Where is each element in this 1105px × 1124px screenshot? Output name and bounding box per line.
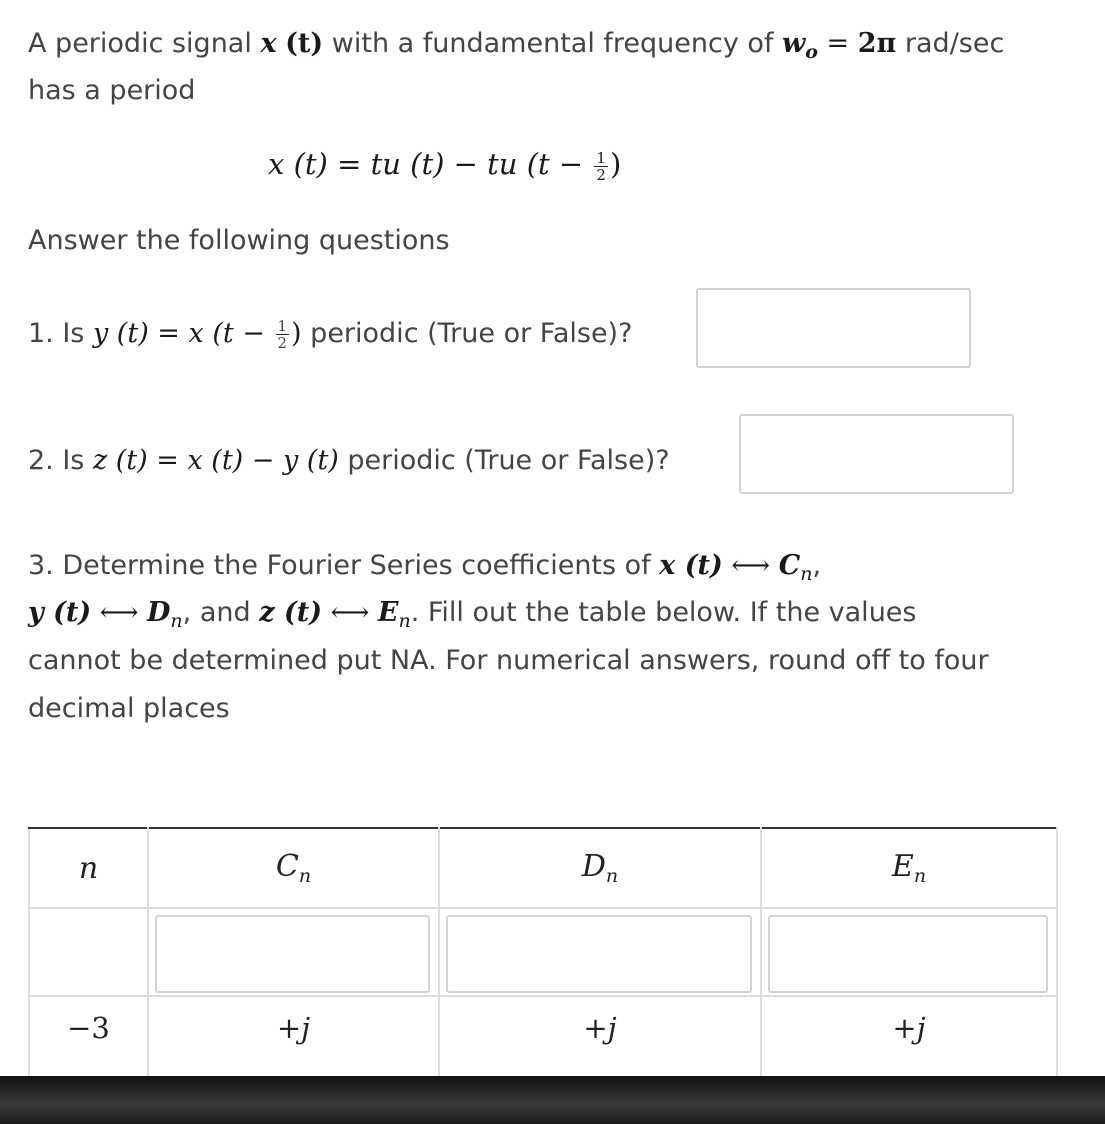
question-3-line-1: 3. Determine the Fourier Series coefficients of x (t) ⟷ $C_n$, [28, 550, 822, 585]
dn-cell [439, 908, 761, 996]
header-n: n [29, 828, 148, 908]
intro-line-2: has a period [28, 75, 196, 106]
question-3-line-2: y (t) ⟷ $D_n$, and z (t) ⟷ $E_n$. Fill out the table below. If the values [28, 597, 917, 632]
en-cell [761, 908, 1057, 996]
bottom-dark-bar [0, 1076, 1105, 1124]
row-n-cell [29, 908, 148, 996]
header-en: $E_n$ [761, 828, 1057, 908]
cn-cell [148, 908, 439, 996]
intro-line-1: A periodic signal x (t) with a fundamental frequency of $w_o = 2\pi$ rad/sec [28, 28, 1005, 63]
question-3-line-4: decimal places [28, 693, 230, 724]
table-row [29, 996, 1057, 1086]
question-3-line-3: cannot be determined put NA. For numerical answers, round off to four [28, 645, 989, 676]
table-row [29, 908, 1057, 996]
dn-input[interactable] [446, 915, 752, 993]
en-imag-cell: +j [761, 996, 1057, 1086]
row-n-cell: −3 [29, 996, 148, 1086]
header-dn: $D_n$ [439, 828, 761, 908]
en-input[interactable] [768, 915, 1048, 993]
answer-prompt: Answer the following questions [28, 225, 450, 256]
question-1: 1. Is y (t) = x (t − $\frac{1}{2}$ ) periodic (True or False)? [28, 317, 633, 352]
coefficients-table [28, 827, 1058, 1087]
q2-answer-input[interactable] [739, 414, 1014, 494]
q1-answer-input[interactable] [696, 288, 971, 368]
question-2: 2. Is z (t) = x (t) − y (t) periodic (True or False)? [28, 445, 670, 476]
cn-imag-cell: +j [148, 996, 439, 1086]
signal-formula: x (t) = tu (t) − tu (t − $\frac{1}{2}$ ) [268, 147, 622, 184]
dn-imag-cell: +j [439, 996, 761, 1086]
header-cn: $C_n$ [148, 828, 439, 908]
cn-input[interactable] [155, 915, 430, 993]
